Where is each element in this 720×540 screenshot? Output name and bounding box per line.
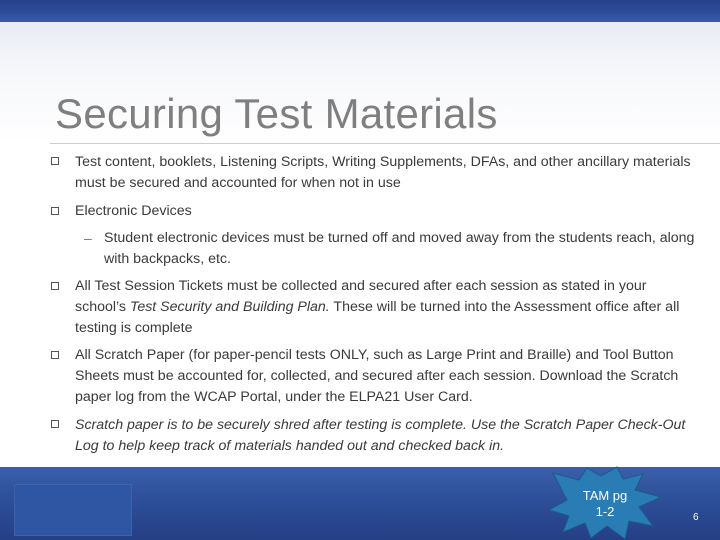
bullet-3-text-end: These will be turned into the Assessment office after all testing is complete [75,299,680,336]
bullet-text-5: Scratch paper is to be securely shred after testing is complete. Use the Scratch Paper Check-Out Log to help keep track of materials handed out and checked back in. [75,417,686,454]
callout-label [565,488,645,520]
bullet-text-2: Electronic Devices [75,203,192,219]
bullet-text-4: All Scratch Paper (for paper-pencil tests ONLY, such as Large Print and Braille) and Tool Button Sheets must be accounted for, collected, and secured after each session. Download the Scratch paper log from the WCAP Portal, under the ELPA21 User Card. [75,347,679,405]
callout-line-2: 1-2 [595,504,615,519]
sub-bullet-dash: – [84,230,92,246]
bullet-marker-2 [51,207,59,215]
bullet-marker-1 [51,157,59,165]
slide-title: Securing Test Materials [55,90,498,137]
callout-line-1: TAM pg [582,488,628,503]
bullet-3-italic-text: Test Security and Building Plan. [129,299,330,315]
bullet-3-text-start: All Test Session Tickets must be collected and secured after each session as stated in your school’s [75,278,647,315]
title-divider [50,143,720,144]
bullet-marker-5 [51,420,59,428]
bullet-marker-4 [51,351,59,359]
bullet-text-3 [75,276,695,339]
page-number: 6 [693,512,699,523]
top-banner [0,0,720,22]
bullet-text-1: Test content, booklets, Listening Scripts, Writing Supplements, DFAs, and other ancillary materials must be secured and accounted for when not in use [75,154,691,191]
sub-bullet-text: Student electronic devices must be turned off and moved away from the students reach, along with backpacks, etc. [104,230,695,267]
footer-logo-box [14,484,132,536]
bullet-marker-3 [51,282,59,290]
